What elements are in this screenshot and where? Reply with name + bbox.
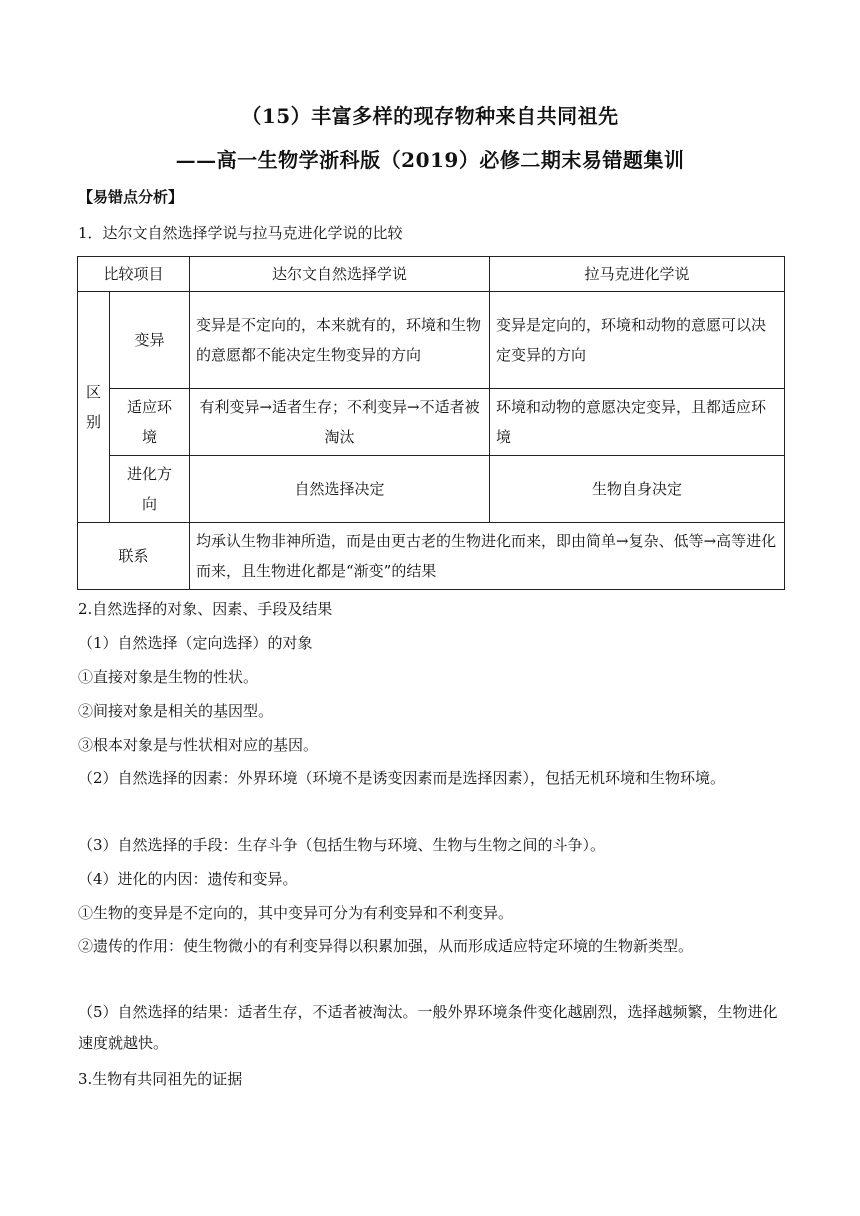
group-label-cell xyxy=(78,292,110,523)
darwin-cell: 自然选择决定 xyxy=(190,456,490,523)
paragraph: （2）自然选择的因素：外界环境（环境不是诱变因素而是选择因素），包括无机环境和生物环境。 xyxy=(78,769,726,787)
header-cell: 拉马克进化学说 xyxy=(490,257,785,292)
paragraph: ②遗传的作用：使生物微小的有利变异得以积累加强，从而形成适应特定环境的生物新类型。 xyxy=(78,937,694,955)
lamarck-cell: 变异是定向的，环境和动物的意愿可以决定变异的方向 xyxy=(490,292,785,389)
table-header-row xyxy=(78,257,785,292)
darwin-cell: 有利变异→适者生存；不利变异→不适者被淘汰 xyxy=(190,389,490,456)
section3-heading: 3.生物有共同祖先的证据 xyxy=(78,1070,243,1088)
link-text-cell: 均承认生物非神所造，而是由更古老的生物进化而来，即由简单→复杂、低等→高等进化而来，且生物进化都是“渐变”的结果 xyxy=(190,523,785,590)
table-row xyxy=(78,292,785,389)
paragraph: ②间接对象是相关的基因型。 xyxy=(78,702,274,720)
row-label-cell: 适应环境 xyxy=(110,389,190,456)
group-label-line: 别 xyxy=(85,413,101,431)
paragraph: （4）进化的内因：遗传和变异。 xyxy=(78,870,298,888)
header-cell: 达尔文自然选择学说 xyxy=(190,257,490,292)
row-label-cell: 进化方向 xyxy=(110,456,190,523)
table-row xyxy=(78,523,785,590)
paragraph: ①生物的变异是不定向的，其中变异可分为有利变异和不利变异。 xyxy=(78,904,514,922)
table-row xyxy=(78,456,785,523)
paragraph: ①直接对象是生物的性状。 xyxy=(78,668,259,686)
comparison-table xyxy=(77,256,785,590)
section-heading: 【易错点分析】 xyxy=(78,188,184,206)
paragraph: （1）自然选择（定向选择）的对象 xyxy=(78,634,313,652)
paragraph: （5）自然选择的结果：适者生存，不适者被淘汰。一般外界环境条件变化越剧烈，选择越频繁，生物进化速度就越快。 xyxy=(78,1003,778,1052)
table-row xyxy=(78,389,785,456)
item1-heading: 1．达尔文自然选择学说与拉马克进化学说的比较 xyxy=(78,224,403,242)
section2-heading: 2.自然选择的对象、因素、手段及结果 xyxy=(78,600,333,618)
row-label-cell: 变异 xyxy=(110,292,190,389)
title-line-1: （15）丰富多样的现存物种来自共同祖先 xyxy=(241,104,619,128)
lamarck-cell: 环境和动物的意愿决定变异，且都适应环境 xyxy=(490,389,785,456)
header-cell: 比较项目 xyxy=(78,257,190,292)
darwin-cell: 变异是不定向的，本来就有的，环境和生物的意愿都不能决定生物变异的方向 xyxy=(190,292,490,389)
lamarck-cell: 生物自身决定 xyxy=(490,456,785,523)
title-line-2: ——高一生物学浙科版（2019）必修二期末易错题集训 xyxy=(175,148,685,172)
paragraph: ③根本对象是与性状相对应的基因。 xyxy=(78,736,319,754)
link-label-cell: 联系 xyxy=(78,523,190,590)
paragraph: （3）自然选择的手段：生存斗争（包括生物与环境、生物与生物之间的斗争）。 xyxy=(78,836,606,854)
group-label-line: 区 xyxy=(85,383,101,401)
